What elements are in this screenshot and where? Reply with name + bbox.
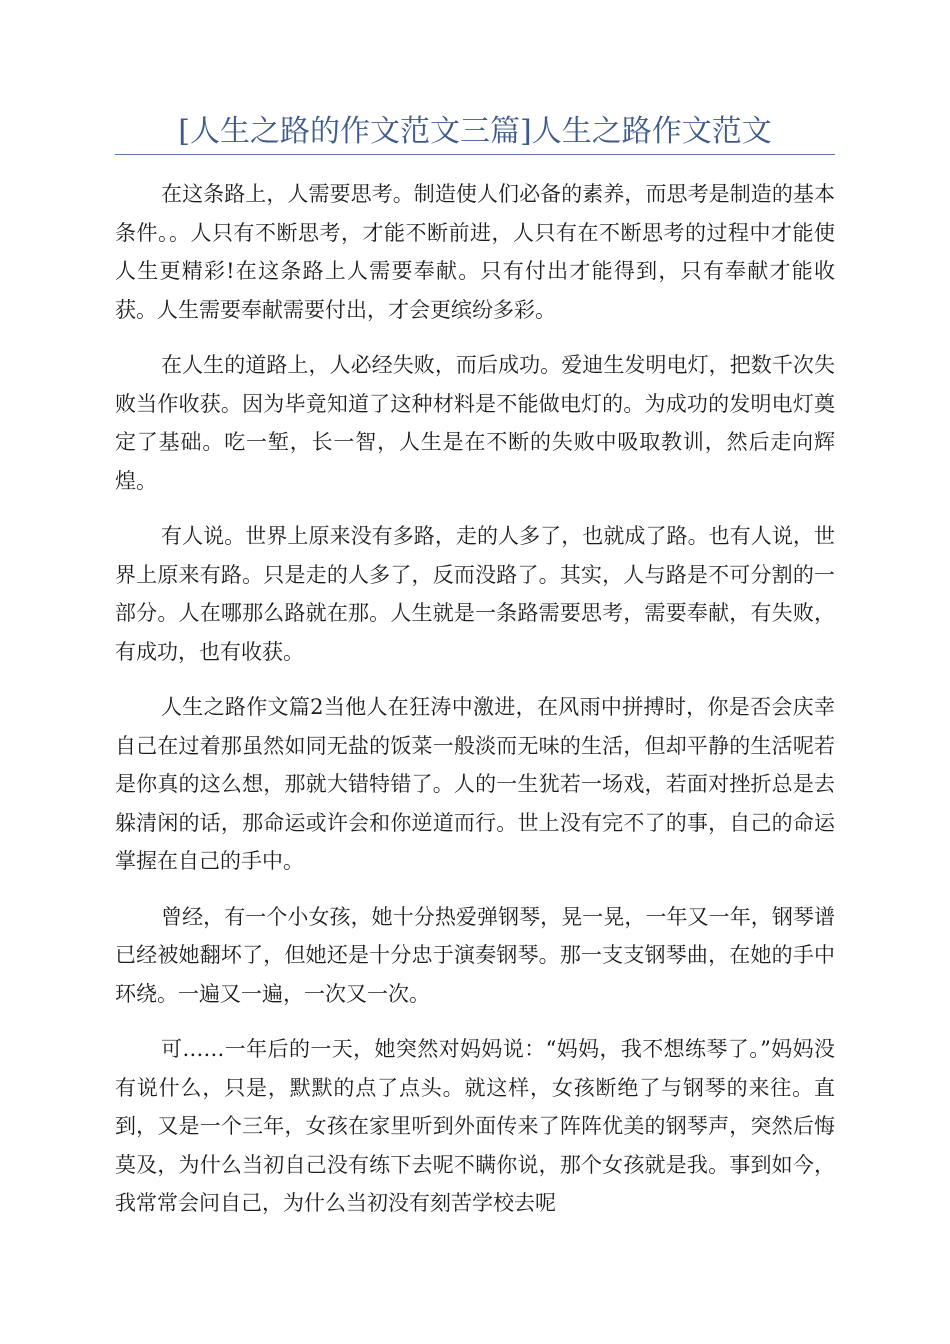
document-body	[115, 175, 835, 1240]
page-title: [人生之路的作文范文三篇]人生之路作文范文	[178, 114, 772, 149]
paragraph-2: 在人生的道路上，人必经失败，而后成功。爱迪生发明电灯，把数千次失败当作收获。因为毕竟知道了这种材料是不能做电灯的。为成功的发明电灯奠定了基础。吃一堑，长一智，人生是在不断的失败中吸取教训，然后走向辉煌。	[115, 353, 835, 493]
title-underline	[115, 154, 835, 155]
paragraph-1: 在这条路上，人需要思考。制造使人们必备的素养，而思考是制造的基本条件。。人只有不断思考，才能不断前进，人只有在不断思考的过程中才能使人生更精彩!在这条路上人需要奉献。只有付出才能得到，只有奉献才能收获。人生需要奉献需要付出，才会更缤纷多彩。	[115, 182, 835, 322]
paragraph-6: 可……一年后的一天，她突然对妈妈说：“妈妈，我不想练琴了。”妈妈没有说什么，只是，默默的点了点头。就这样，女孩断绝了与钢琴的来往。直到，又是一个三年，女孩在家里听到外面传来了阵阵优美的钢琴声，突然后悔莫及，为什么当初自己没有练下去呢不瞒你说，那个女孩就是我。事到如今，我常常会问自己，为什么当初没有刻苦学校去呢	[115, 1037, 835, 1215]
paragraph-3: 有人说。世界上原来没有多路，走的人多了，也就成了路。也有人说，世界上原来有路。只是走的人多了，反而没路了。其实，人与路是不可分割的一部分。人在哪那么路就在那。人生就是一条路需要思考，需要奉献，有失败，有成功，也有收获。	[115, 524, 835, 664]
paragraph-5: 曾经，有一个小女孩，她十分热爱弹钢琴，晃一晃，一年又一年，钢琴谱已经被她翻坏了，但她还是十分忠于演奏钢琴。那一支支钢琴曲，在她的手中环绕。一遍又一遍，一次又一次。	[115, 904, 835, 1006]
paragraph-4: 人生之路作文篇2当他人在狂涛中激进，在风雨中拼搏时，你是否会庆幸自己在过着那虽然如同无盐的饭菜一般淡而无味的生活，但却平静的生活呢若是你真的这么想，那就大错特错了。人的一生犹若一场戏，若面对挫折总是去躲清闲的话，那命运或许会和你逆道而行。世上没有完不了的事，自己的命运掌握在自己的手中。	[115, 695, 835, 873]
